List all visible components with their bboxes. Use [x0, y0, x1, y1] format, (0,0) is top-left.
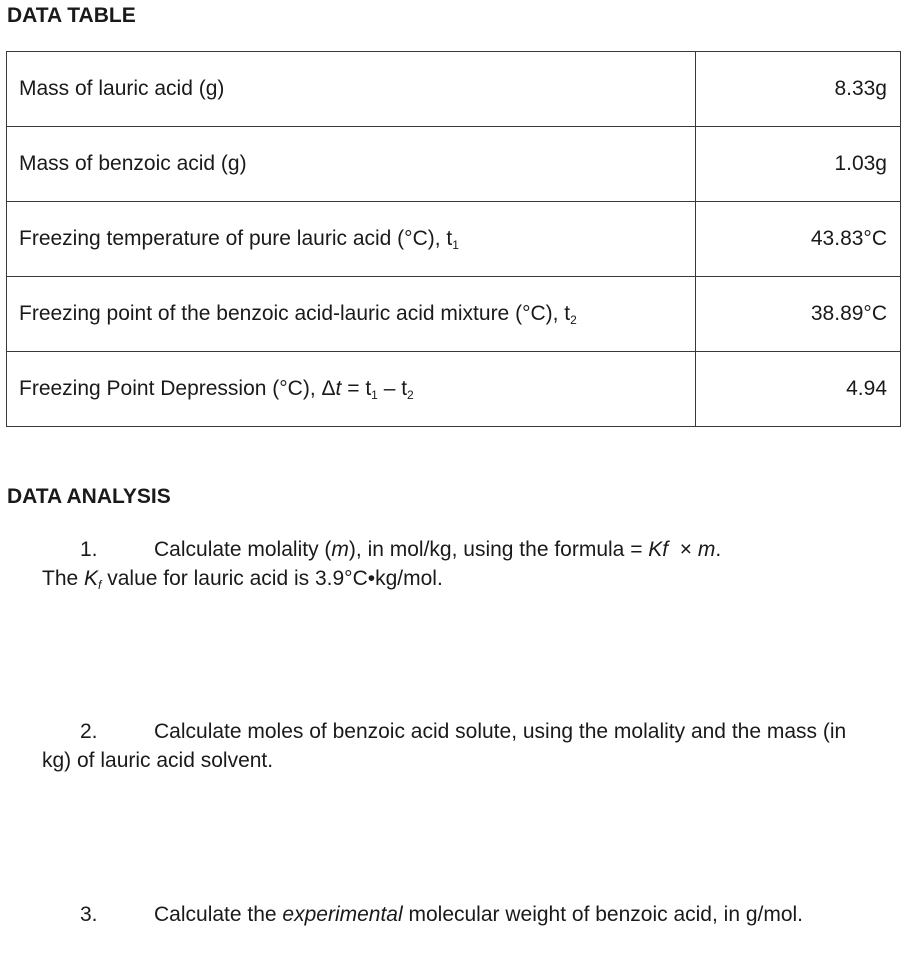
subscript: 2: [407, 388, 414, 402]
row-value: 8.33g: [696, 52, 901, 127]
question-italic: K: [84, 567, 99, 590]
row-label: Mass of lauric acid (g): [7, 52, 696, 127]
label-italic: t: [335, 377, 342, 400]
label-text: Freezing point of the benzoic acid-lauric acid mixture (°C), t: [19, 302, 571, 325]
question-number: 2.: [80, 720, 98, 743]
table-row: [7, 52, 901, 127]
question-text: Calculate molality (: [154, 538, 332, 561]
label-text: Freezing temperature of pure lauric acid (°C), t: [19, 227, 453, 250]
label-text: = t: [341, 377, 372, 400]
question-text: The: [42, 567, 85, 590]
row-value: 38.89°C: [696, 277, 901, 352]
row-value: 43.83°C: [696, 202, 901, 277]
row-label: Mass of benzoic acid (g): [7, 127, 696, 202]
row-label: [7, 352, 696, 427]
label-text: – t: [377, 377, 408, 400]
subscript: f: [98, 578, 102, 592]
question-text: .: [715, 538, 722, 561]
table-row: [7, 352, 901, 427]
table-row: [7, 202, 901, 277]
data-table-heading: DATA TABLE: [7, 4, 136, 27]
question-text: ), in mol/kg, using the formula =: [348, 538, 649, 561]
row-value: 4.94: [696, 352, 901, 427]
data-table: [6, 51, 901, 427]
question-number: 1.: [80, 538, 98, 561]
question-2: [42, 717, 862, 775]
question-italic: m: [331, 538, 349, 561]
question-1: [42, 535, 862, 593]
data-analysis-heading: DATA ANALYSIS: [7, 485, 171, 508]
table-row: [7, 277, 901, 352]
subscript: 2: [570, 313, 577, 327]
label-text: Freezing Point Depression (°C), Δ: [19, 377, 336, 400]
table-row: [7, 127, 901, 202]
subscript: 1: [452, 238, 459, 252]
question-text: Calculate the: [154, 903, 283, 926]
row-label: [7, 277, 696, 352]
question-text: value for lauric acid is 3.9°C•kg/mol.: [101, 567, 443, 590]
row-label: [7, 202, 696, 277]
question-text: ×: [668, 538, 698, 561]
question-text: molecular weight of benzoic acid, in g/mol.: [402, 903, 804, 926]
question-number: 3.: [80, 903, 98, 926]
question-italic: m: [697, 538, 716, 561]
row-value: 1.03g: [696, 127, 901, 202]
subscript: 1: [371, 388, 378, 402]
question-italic: experimental: [282, 903, 403, 926]
question-text: Calculate moles of benzoic acid solute, using the molality and the mass (in kg) of lauric acid solvent.: [42, 720, 847, 772]
question-italic: Kf: [648, 538, 669, 561]
question-3: [42, 900, 862, 929]
